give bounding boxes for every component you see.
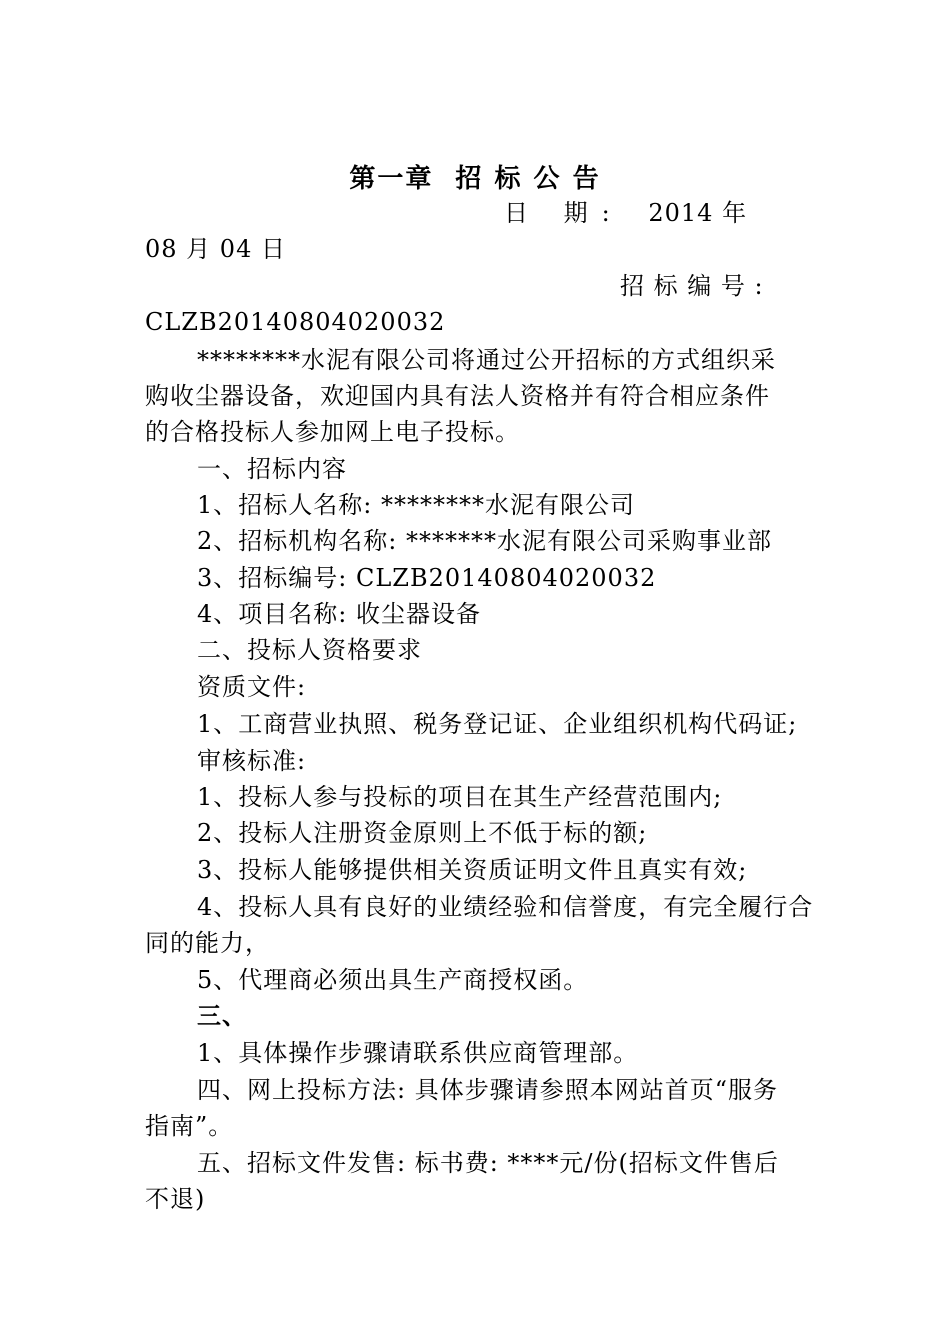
- review-standard-item-1: 1、投标人参与投标的项目在其生产经营范围内;: [197, 783, 723, 811]
- chapter-label: 第一章: [349, 164, 434, 194]
- section-5-line-1: 五、招标文件发售: 标书费: ****元/份(招标文件售后: [197, 1149, 779, 1177]
- section-4-line-2: 指南”。: [145, 1112, 234, 1140]
- section-4-line-1: 四、网上投标方法: 具体步骤请参照本网站首页“服务: [197, 1076, 778, 1104]
- chapter-title: 招 标 公 告: [455, 164, 601, 194]
- review-standard-label: 审核标准:: [197, 747, 307, 775]
- review-standard-item-2: 2、投标人注册资金原则上不低于标的额;: [197, 819, 648, 847]
- section-1-item-4: 4、项目名称: 收尘器设备: [197, 600, 481, 628]
- section-5-line-2: 不退): [145, 1185, 206, 1213]
- section-1-item-3: 3、招标编号: CLZB20140804020032: [197, 564, 657, 592]
- section-1-item-1: 1、招标人名称: ********水泥有限公司: [197, 491, 635, 519]
- qualification-docs-item-1: 1、工商营业执照、税务登记证、企业组织机构代码证;: [197, 710, 798, 738]
- review-standard-item-4: 4、投标人具有良好的业绩经验和信誉度，有完全履行合: [197, 893, 814, 921]
- section-1-heading: 一、招标内容: [197, 455, 347, 483]
- review-standard-item-4-cont: 同的能力，: [145, 929, 270, 957]
- review-standard-item-3: 3、投标人能够提供相关资质证明文件且真实有效;: [197, 856, 748, 884]
- qualification-docs-label: 资质文件:: [197, 673, 307, 701]
- date-label: 日 期:: [504, 199, 624, 227]
- date-line: [504, 195, 747, 231]
- intro-line-1: ********水泥有限公司将通过公开招标的方式组织采: [197, 346, 776, 374]
- bid-number-value: CLZB20140804020032: [145, 308, 446, 336]
- intro-line-3: 的合格投标人参加网上电子投标。: [145, 418, 520, 446]
- bid-number-label: 招 标 编 号 :: [620, 272, 764, 300]
- section-2-heading: 二、投标人资格要求: [197, 636, 422, 664]
- section-1-item-2: 2、招标机构名称: *******水泥有限公司采购事业部: [197, 527, 772, 555]
- intro-line-2: 购收尘器设备，欢迎国内具有法人资格并有符合相应条件: [145, 382, 770, 410]
- section-3-item-1: 1、具体操作步骤请联系供应商管理部。: [197, 1039, 639, 1067]
- section-3-heading: 三、: [197, 1001, 247, 1030]
- page-title: [0, 158, 950, 195]
- review-standard-item-5: 5、代理商必须出具生产商授权函。: [197, 966, 589, 994]
- date-rest: 08 月 04 日: [145, 235, 286, 263]
- date-year: 2014 年: [648, 199, 748, 227]
